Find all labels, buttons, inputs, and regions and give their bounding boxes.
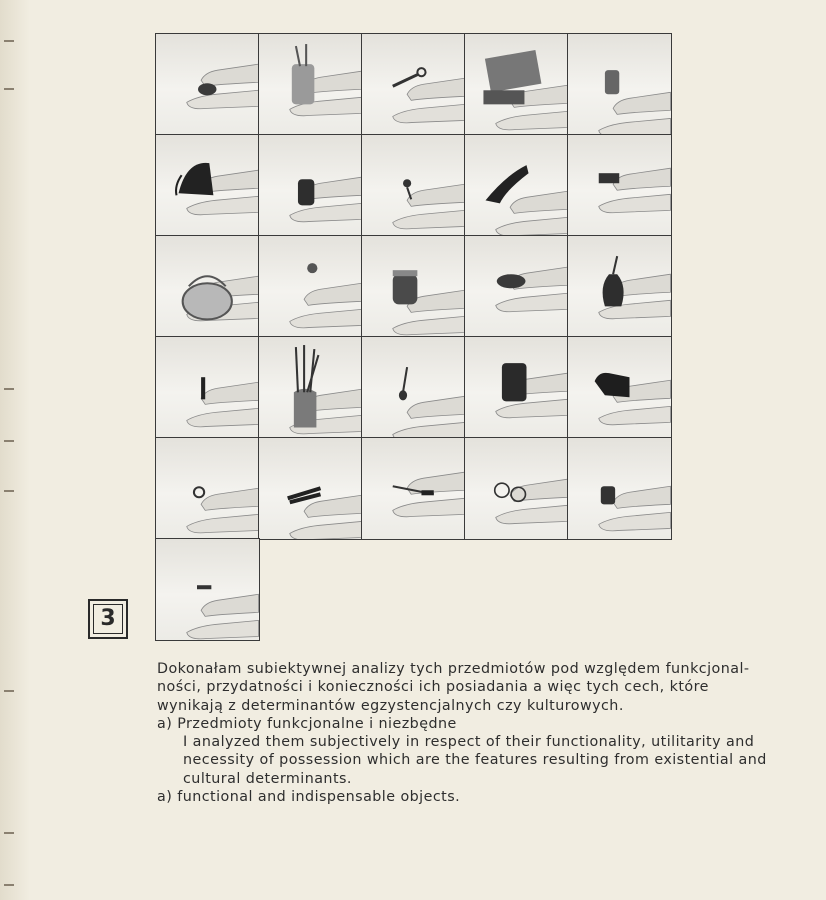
photo-handbag (155, 134, 260, 237)
photo-spoon (361, 336, 466, 439)
hand-object-illustration (156, 438, 259, 539)
caption-line: a) Przedmioty funkcjonalne i niezbędne (157, 715, 457, 732)
photo-ring (155, 437, 260, 540)
photo-pliers (258, 437, 363, 540)
hand-object-illustration (465, 438, 568, 539)
hand-object-illustration (568, 236, 671, 337)
photo-small-box (567, 134, 672, 237)
hand-object-illustration (465, 34, 568, 135)
hand-object-illustration (362, 438, 465, 539)
page-mark (4, 88, 14, 90)
hand-object-illustration (465, 135, 568, 236)
photo-vase (567, 235, 672, 338)
photo-coin (258, 235, 363, 338)
hand-object-illustration (362, 34, 465, 135)
figure-number-box (88, 599, 128, 639)
page-mark (4, 832, 14, 834)
hand-object-illustration (362, 337, 465, 438)
caption-line: wynikają z determinantów egzystencjalnych czy kulturowych. (157, 697, 624, 714)
photo-pen (361, 437, 466, 540)
hand-object-illustration (259, 337, 362, 438)
page-mark (4, 440, 14, 442)
hand-object-illustration (568, 34, 671, 135)
hand-object-illustration (259, 438, 362, 539)
photo-jar-with-lid (361, 235, 466, 338)
hand-object-illustration (568, 438, 671, 539)
figure-number: 3 (93, 604, 123, 634)
hand-object-illustration (259, 34, 362, 135)
caption-line: Dokonałam subiektywnej analizy tych przedmiotów pod względem funkcjonal- (157, 661, 750, 677)
caption (157, 660, 809, 806)
photo-glass-vase-with-brushes (258, 33, 363, 136)
photo-scissors (361, 33, 466, 136)
photo-small-jar (258, 134, 363, 237)
hand-object-illustration (362, 135, 465, 236)
caption-line-en: I analyzed them subjectively in respect of their functionality, utilitarity and (183, 734, 755, 751)
caption-line-en: necessity of possession which are the features resulting from existential and (183, 752, 767, 769)
hand-object-illustration (465, 337, 568, 438)
page-mark (4, 40, 14, 42)
photo-comb (155, 538, 260, 641)
caption-line: ności, przydatności i konieczności ich posiadania a więc tych cech, które (157, 679, 709, 696)
hand-object-illustration (156, 539, 259, 640)
photo-shoe (464, 134, 569, 237)
hand-object-illustration (465, 236, 568, 337)
hand-object-illustration (259, 135, 362, 236)
photo-soap (464, 235, 569, 338)
caption-line-en: cultural determinants. (183, 770, 352, 787)
hand-object-illustration (568, 337, 671, 438)
page-mark (4, 490, 14, 492)
photo-jar (567, 33, 672, 136)
hand-object-illustration (259, 236, 362, 337)
photo-grid (155, 33, 670, 639)
photo-key (155, 336, 260, 439)
caption-line-en: a) functional and indispensable objects. (157, 789, 461, 806)
paper-edge (0, 0, 30, 900)
photo-tin-can (464, 336, 569, 439)
hand-object-illustration (156, 337, 259, 438)
hand-object-illustration (568, 135, 671, 236)
hand-object-illustration (156, 135, 259, 236)
photo-small-pot (567, 437, 672, 540)
hand-object-illustration (156, 34, 259, 135)
page-mark (4, 884, 14, 886)
photo-glove (567, 336, 672, 439)
photo-books (464, 33, 569, 136)
page-mark (4, 388, 14, 390)
hand-object-illustration (156, 236, 259, 337)
photo-kettle (155, 235, 260, 338)
photo-glasses (464, 437, 569, 540)
photo-pencil-cup (258, 336, 363, 439)
photo-small-object (361, 134, 466, 237)
photo-hand-object-1 (155, 33, 260, 136)
hand-object-illustration (362, 236, 465, 337)
page-mark (4, 690, 14, 692)
